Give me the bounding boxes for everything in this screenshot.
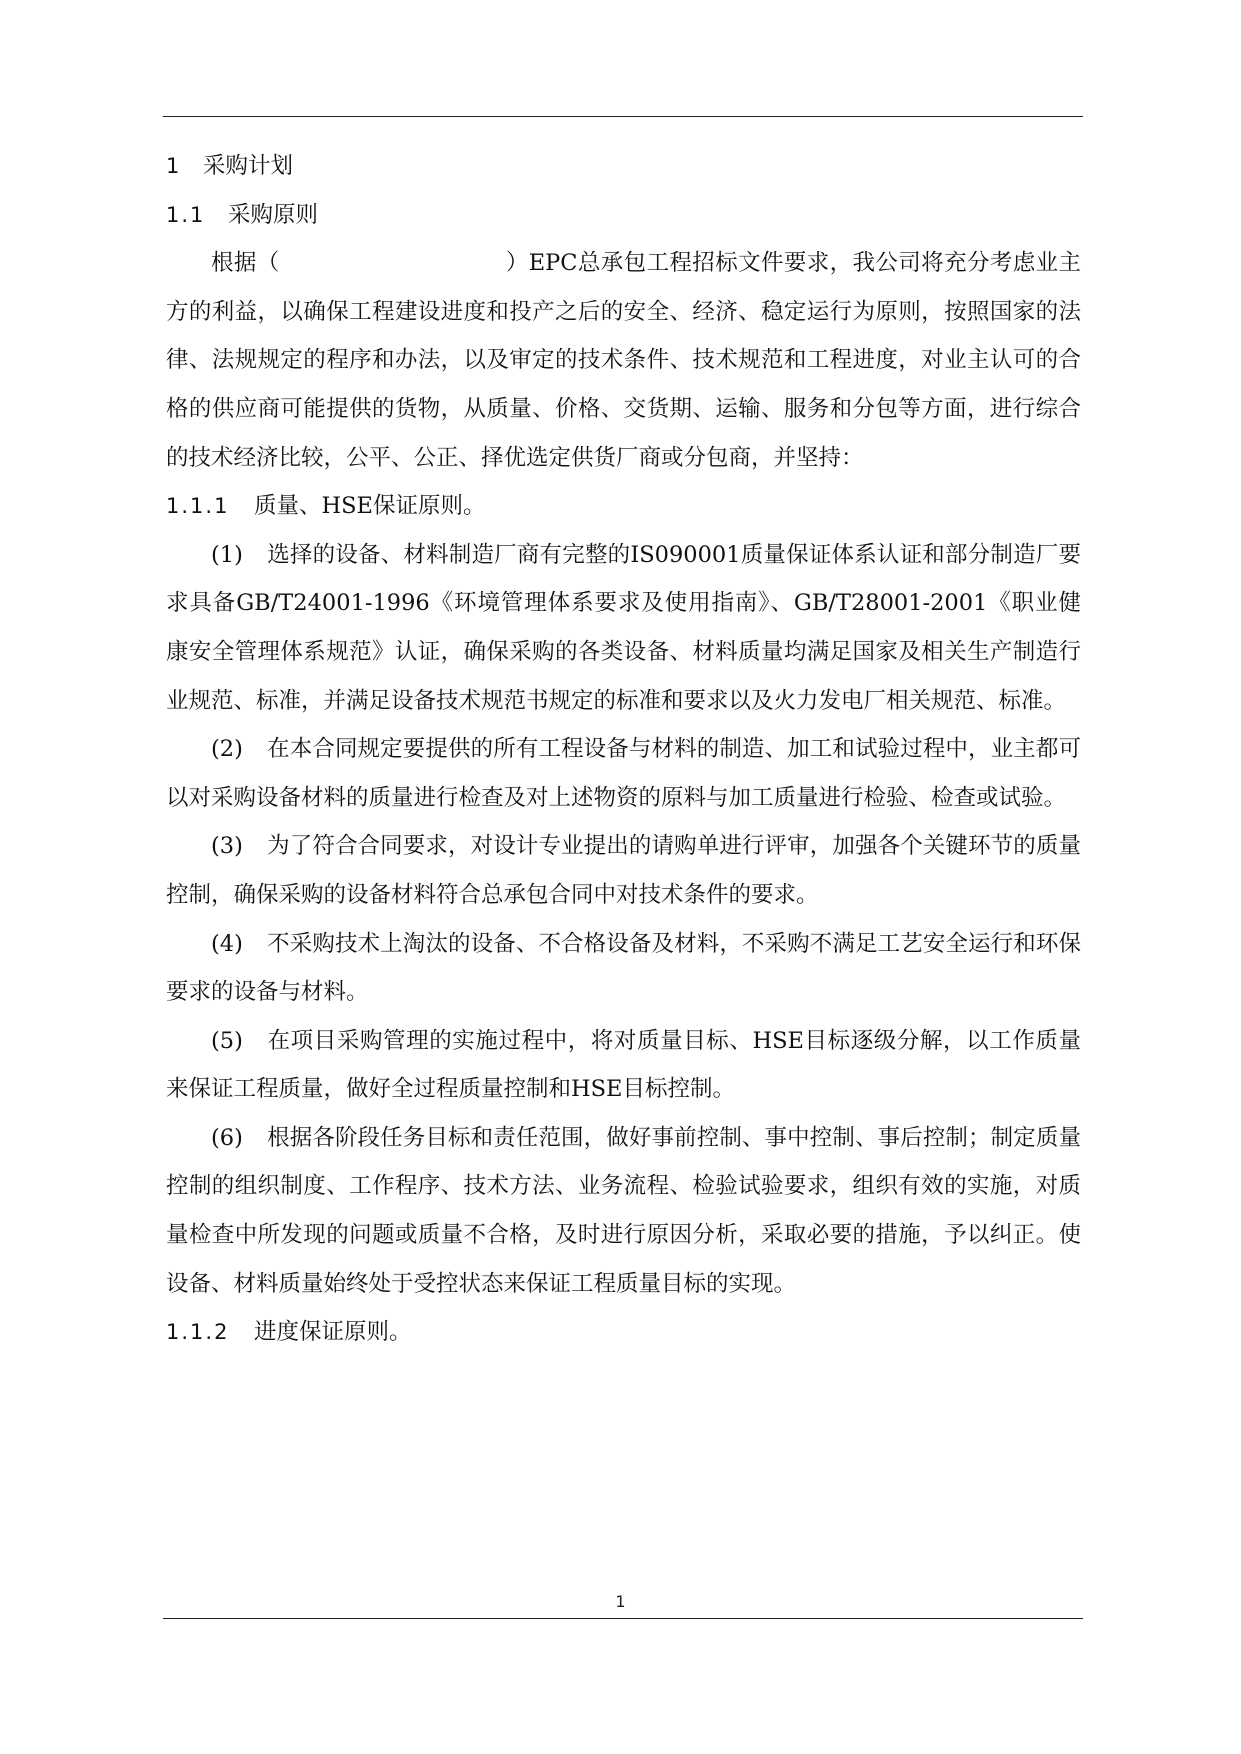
heading-title: 采购计划 xyxy=(203,153,294,179)
list-item-text: 在项目采购管理的实施过程中，将对质量目标、HSE目标逐级分解，以工作质量来保证工程质量，做好全过程质量控制和HSE目标控制。 xyxy=(166,1027,1081,1103)
heading-number: 1.1.1 xyxy=(166,494,230,519)
heading-title: 进度保证原则。 xyxy=(254,1319,412,1346)
heading-1-1 xyxy=(166,191,1081,240)
heading-1-1-2 xyxy=(166,1308,1081,1357)
list-item-text: 选择的设备、材料制造厂商有完整的IS090001质量保证体系认证和部分制造厂要求具备GB/T24001-1996《环境管理体系要求及使用指南》、GB/T28001-2001《职业健康安全管理体系规范》认证，确保采购的各类设备、材料质量均满足国家及相关生产制造行业规范、标准，并满足设备技术规范书规定的标准和要求以及火力发电厂相关规范、标准。 xyxy=(166,541,1081,714)
list-item xyxy=(166,1017,1081,1114)
list-item-number: (2) xyxy=(211,736,243,763)
list-item xyxy=(166,920,1081,1017)
list-item-text: 不采购技术上淘汰的设备、不合格设备及材料，不采购不满足工艺安全运行和环保要求的设备与材料。 xyxy=(166,930,1081,1006)
list-item-number: (5) xyxy=(211,1027,243,1054)
list-item-number: (6) xyxy=(211,1124,243,1151)
intro-paragraph: 根据（ ）EPC总承包工程招标文件要求，我公司将充分考虑业主方的利益，以确保工程建设进度和投产之后的安全、经济、稳定运行为原则，按照国家的法律、法规规定的程序和办法，以及审定的技术条件、技术规范和工程进度，对业主认可的合格的供应商可能提供的货物，从质量、价格、交货期、运输、服务和分包等方面，进行综合的技术经济比较，公平、公正、择优选定供货厂商或分包商，并坚持： xyxy=(166,250,1081,471)
heading-number: 1.1 xyxy=(166,202,206,227)
heading-number: 1.1.2 xyxy=(166,1320,230,1345)
page-number: 1 xyxy=(615,1592,626,1611)
list-item xyxy=(166,822,1081,919)
header-rule xyxy=(163,116,1083,117)
heading-1 xyxy=(166,142,1081,191)
heading-title: 质量、HSE保证原则。 xyxy=(254,493,486,520)
list-item-text: 根据各阶段任务目标和责任范围，做好事前控制、事中控制、事后控制；制定质量控制的组织制度、工作程序、技术方法、业务流程、检验试验要求，组织有效的实施，对质量检查中所发现的问题或质量不合格，及时进行原因分析，采取必要的措施，予以纠正。使设备、材料质量始终处于受控状态来保证工程质量目标的实现。 xyxy=(166,1124,1081,1297)
heading-title: 采购原则 xyxy=(228,201,319,228)
heading-number: 1 xyxy=(166,154,182,178)
list-item xyxy=(166,1114,1081,1308)
list-item-text: 为了符合合同要求，对设计专业提出的请购单进行评审，加强各个关键环节的质量控制，确保采购的设备材料符合总承包合同中对技术条件的要求。 xyxy=(166,833,1081,908)
list-item xyxy=(166,531,1081,725)
list-item-number: (1) xyxy=(211,541,243,568)
footer-rule xyxy=(163,1618,1083,1619)
list-item-number: (4) xyxy=(211,930,243,957)
list-item xyxy=(166,725,1081,822)
heading-1-1-1 xyxy=(166,482,1081,531)
list-item-number: (3) xyxy=(211,833,243,860)
document-body xyxy=(166,142,1081,1357)
list-item-text: 在本合同规定要提供的所有工程设备与材料的制造、加工和试验过程中，业主都可以对采购设备材料的质量进行检查及对上述物资的原料与加工质量进行检验、检查或试验。 xyxy=(166,736,1081,811)
